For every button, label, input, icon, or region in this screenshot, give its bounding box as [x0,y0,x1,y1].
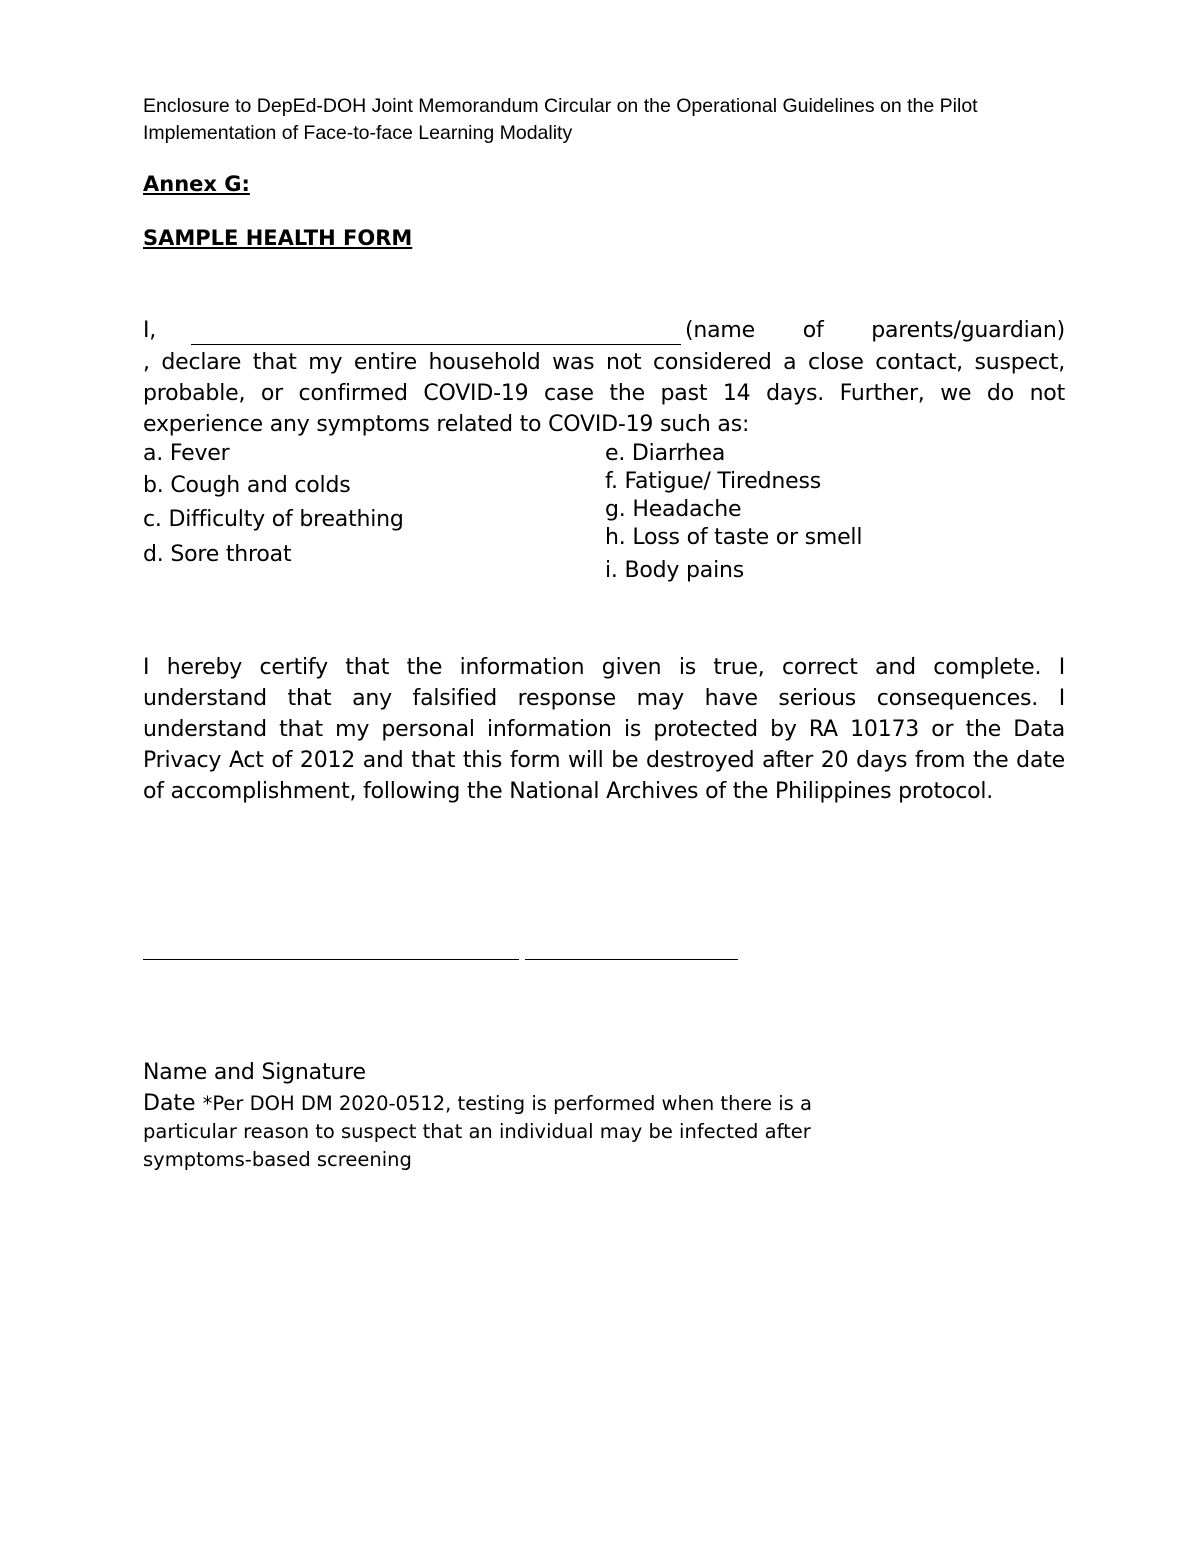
declaration-text: , declare that my entire household was not considered a close contact, suspect, probable, or confirmed COVID-19 case the past 14 days. Further, we do not experience any symptoms related to COVID-19 such as: [143,350,1065,437]
form-title: SAMPLE HEALTH FORM [143,226,413,250]
declaration-tail [685,318,1065,343]
symptom-item: i. Body pains [605,558,744,583]
declaration-lead: I, [143,318,157,343]
date-line[interactable] [525,959,738,960]
symptom-item: b. Cough and colds [143,473,351,498]
annex-title: Annex G: [143,172,250,196]
symptom-item: d. Sore throat [143,542,292,567]
symptom-item: c. Difficulty of breathing [143,507,404,532]
guardian-name-blank[interactable] [191,344,681,345]
symptom-item: h. Loss of taste or smell [605,525,863,550]
symptom-item: a. Fever [143,441,230,466]
header-line-1: Enclosure to DepEd-DOH Joint Memorandum Circular on the Operational Guidelines on the Pilot [143,95,978,117]
symptom-item: e. Diarrhea [605,441,726,466]
certification-text: I hereby certify that the information given is true, correct and complete. I understand that any falsified response may have serious consequences. I understand that my personal information is protected by RA 10173 or the Data Privacy Act of 2012 and that this form will be destroyed after 20 days from the date of accomplishment, following the National Archives of the Philippines protocol. [143,655,1065,804]
declaration-tail-word: parents/guardian) [871,318,1065,343]
declaration-tail-word: (name [685,318,755,343]
declaration-first-line [143,318,1065,348]
signature-line[interactable] [143,959,519,960]
symptom-item: f. Fatigue/ Tiredness [605,469,821,494]
declaration-tail-word: of [802,318,824,343]
header-line-2: Implementation of Face-to-face Learning Modality [143,122,573,144]
footnote-text: *Per DOH DM 2020-0512, testing is performed when there is a particular reason to suspect that an individual may be infected after symptoms-based screening [143,1092,812,1171]
date-and-footnote [143,1090,903,1174]
name-signature-label: Name and Signature [143,1060,366,1085]
symptom-item: g. Headache [605,497,742,522]
date-label: Date [143,1091,203,1116]
document-header [143,93,1063,147]
